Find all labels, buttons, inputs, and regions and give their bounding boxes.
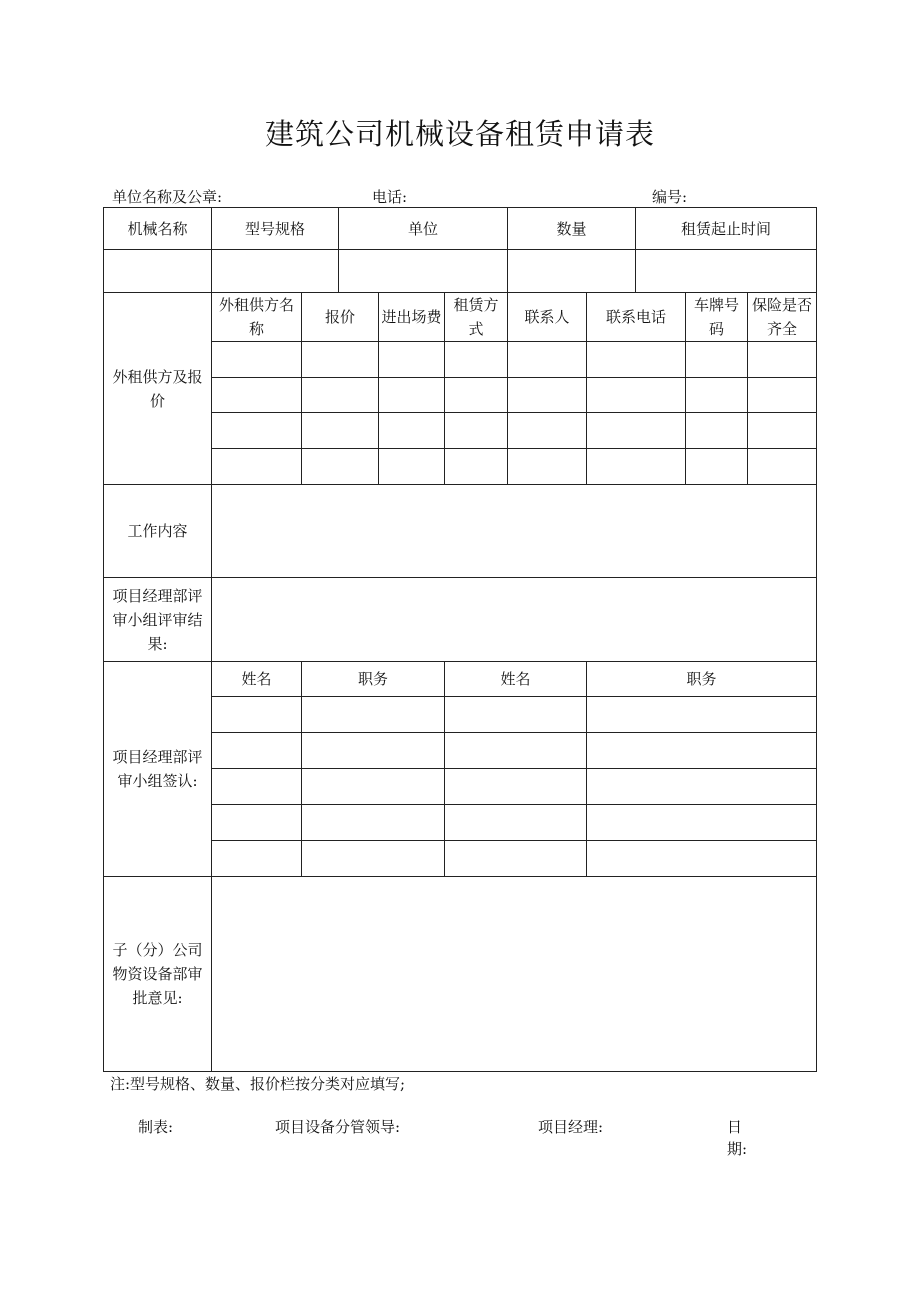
approval-opinion-cell[interactable] [212, 877, 817, 1072]
supplier-name-header: 外租供方名称 [212, 293, 302, 342]
position-header-1: 职务 [302, 662, 445, 697]
price-cell[interactable] [302, 413, 379, 449]
supplier-header-row [104, 293, 817, 342]
contact-phone-cell[interactable] [587, 413, 686, 449]
price-cell[interactable] [302, 378, 379, 413]
contact-phone-header: 联系电话 [587, 293, 686, 342]
date-label [727, 1116, 747, 1160]
name-header-2: 姓名 [445, 662, 587, 697]
signer-name-cell[interactable] [445, 697, 587, 733]
entry-fee-cell[interactable] [379, 449, 445, 485]
lease-period-header: 租赁起止时间 [636, 208, 817, 250]
lease-mode-cell[interactable] [445, 378, 508, 413]
machine-name-cell[interactable] [104, 250, 212, 293]
project-manager-label: 项目经理: [538, 1118, 604, 1136]
contact-phone-cell[interactable] [587, 449, 686, 485]
signer-position-cell[interactable] [302, 805, 445, 841]
position-header-2: 职务 [587, 662, 817, 697]
price-header: 报价 [302, 293, 379, 342]
review-result-row [104, 578, 817, 662]
entry-fee-cell[interactable] [379, 378, 445, 413]
signer-name-cell[interactable] [445, 733, 587, 769]
signer-position-cell[interactable] [587, 805, 817, 841]
insurance-cell[interactable] [748, 449, 817, 485]
approval-row [104, 877, 817, 1072]
plate-cell[interactable] [686, 413, 748, 449]
review-result-label: 项目经理部评审小组评审结果: [104, 578, 212, 662]
signer-name-cell[interactable] [445, 769, 587, 805]
signer-name-cell[interactable] [212, 697, 302, 733]
entry-fee-cell[interactable] [379, 413, 445, 449]
signer-name-cell[interactable] [212, 805, 302, 841]
signer-name-cell[interactable] [212, 841, 302, 877]
model-spec-header: 型号规格 [212, 208, 339, 250]
work-content-label: 工作内容 [104, 485, 212, 578]
contact-phone-cell[interactable] [587, 378, 686, 413]
signer-name-cell[interactable] [445, 805, 587, 841]
signer-position-cell[interactable] [587, 841, 817, 877]
signer-position-cell[interactable] [587, 733, 817, 769]
entry-exit-fee-header: 进出场费 [379, 293, 445, 342]
signer-name-cell[interactable] [212, 733, 302, 769]
supplier-name-cell[interactable] [212, 378, 302, 413]
supplier-name-cell[interactable] [212, 342, 302, 378]
model-spec-cell[interactable] [212, 250, 339, 293]
date-label-line2: 期: [727, 1140, 748, 1158]
entry-fee-cell[interactable] [379, 342, 445, 378]
phone-label: 电话: [372, 188, 408, 206]
plate-number-header: 车牌号码 [686, 293, 748, 342]
price-cell[interactable] [302, 449, 379, 485]
serial-number-label: 编号: [652, 188, 688, 206]
work-content-cell[interactable] [212, 485, 817, 578]
signer-position-cell[interactable] [302, 841, 445, 877]
insurance-cell[interactable] [748, 342, 817, 378]
contact-person-header: 联系人 [508, 293, 587, 342]
supplier-name-cell[interactable] [212, 449, 302, 485]
contact-cell[interactable] [508, 413, 587, 449]
unit-name-seal-label: 单位名称及公章: [112, 188, 223, 206]
supplier-name-cell[interactable] [212, 413, 302, 449]
quantity-cell[interactable] [508, 250, 636, 293]
signer-position-cell[interactable] [587, 769, 817, 805]
contact-cell[interactable] [508, 342, 587, 378]
plate-cell[interactable] [686, 449, 748, 485]
signature-section-label: 项目经理部评审小组签认: [104, 662, 212, 877]
signer-position-cell[interactable] [587, 697, 817, 733]
lease-mode-cell[interactable] [445, 413, 508, 449]
signer-position-cell[interactable] [302, 769, 445, 805]
machine-name-header: 机械名称 [104, 208, 212, 250]
insurance-cell[interactable] [748, 378, 817, 413]
contact-cell[interactable] [508, 378, 587, 413]
contact-cell[interactable] [508, 449, 587, 485]
work-content-row [104, 485, 817, 578]
approval-opinion-label: 子（分）公司物资设备部审批意见: [104, 877, 212, 1072]
insurance-complete-header: 保险是否齐全 [748, 293, 817, 342]
unit-header: 单位 [339, 208, 508, 250]
machine-header-row [104, 208, 817, 250]
signature-header-row [104, 662, 817, 697]
prepared-by-label: 制表: [138, 1118, 174, 1136]
plate-cell[interactable] [686, 378, 748, 413]
form-title: 建筑公司机械设备租赁申请表 [264, 117, 655, 151]
name-header-1: 姓名 [212, 662, 302, 697]
insurance-cell[interactable] [748, 413, 817, 449]
lease-mode-header: 租赁方式 [445, 293, 508, 342]
contact-phone-cell[interactable] [587, 342, 686, 378]
equipment-leader-label: 项目设备分管领导: [275, 1118, 401, 1136]
form-note: 注:型号规格、数量、报价栏按分类对应填写; [110, 1075, 406, 1093]
price-cell[interactable] [302, 342, 379, 378]
supplier-section-label: 外租供方及报价 [104, 293, 212, 485]
quantity-header: 数量 [508, 208, 636, 250]
lease-period-cell[interactable] [636, 250, 817, 293]
plate-cell[interactable] [686, 342, 748, 378]
date-label-line1: 日 [727, 1118, 743, 1136]
lease-mode-cell[interactable] [445, 449, 508, 485]
lease-mode-cell[interactable] [445, 342, 508, 378]
unit-cell[interactable] [339, 250, 508, 293]
signer-position-cell[interactable] [302, 697, 445, 733]
signer-position-cell[interactable] [302, 733, 445, 769]
signer-name-cell[interactable] [445, 841, 587, 877]
review-result-cell[interactable] [212, 578, 817, 662]
lease-application-table [103, 207, 817, 1072]
signer-name-cell[interactable] [212, 769, 302, 805]
machine-entry-row [104, 250, 817, 293]
